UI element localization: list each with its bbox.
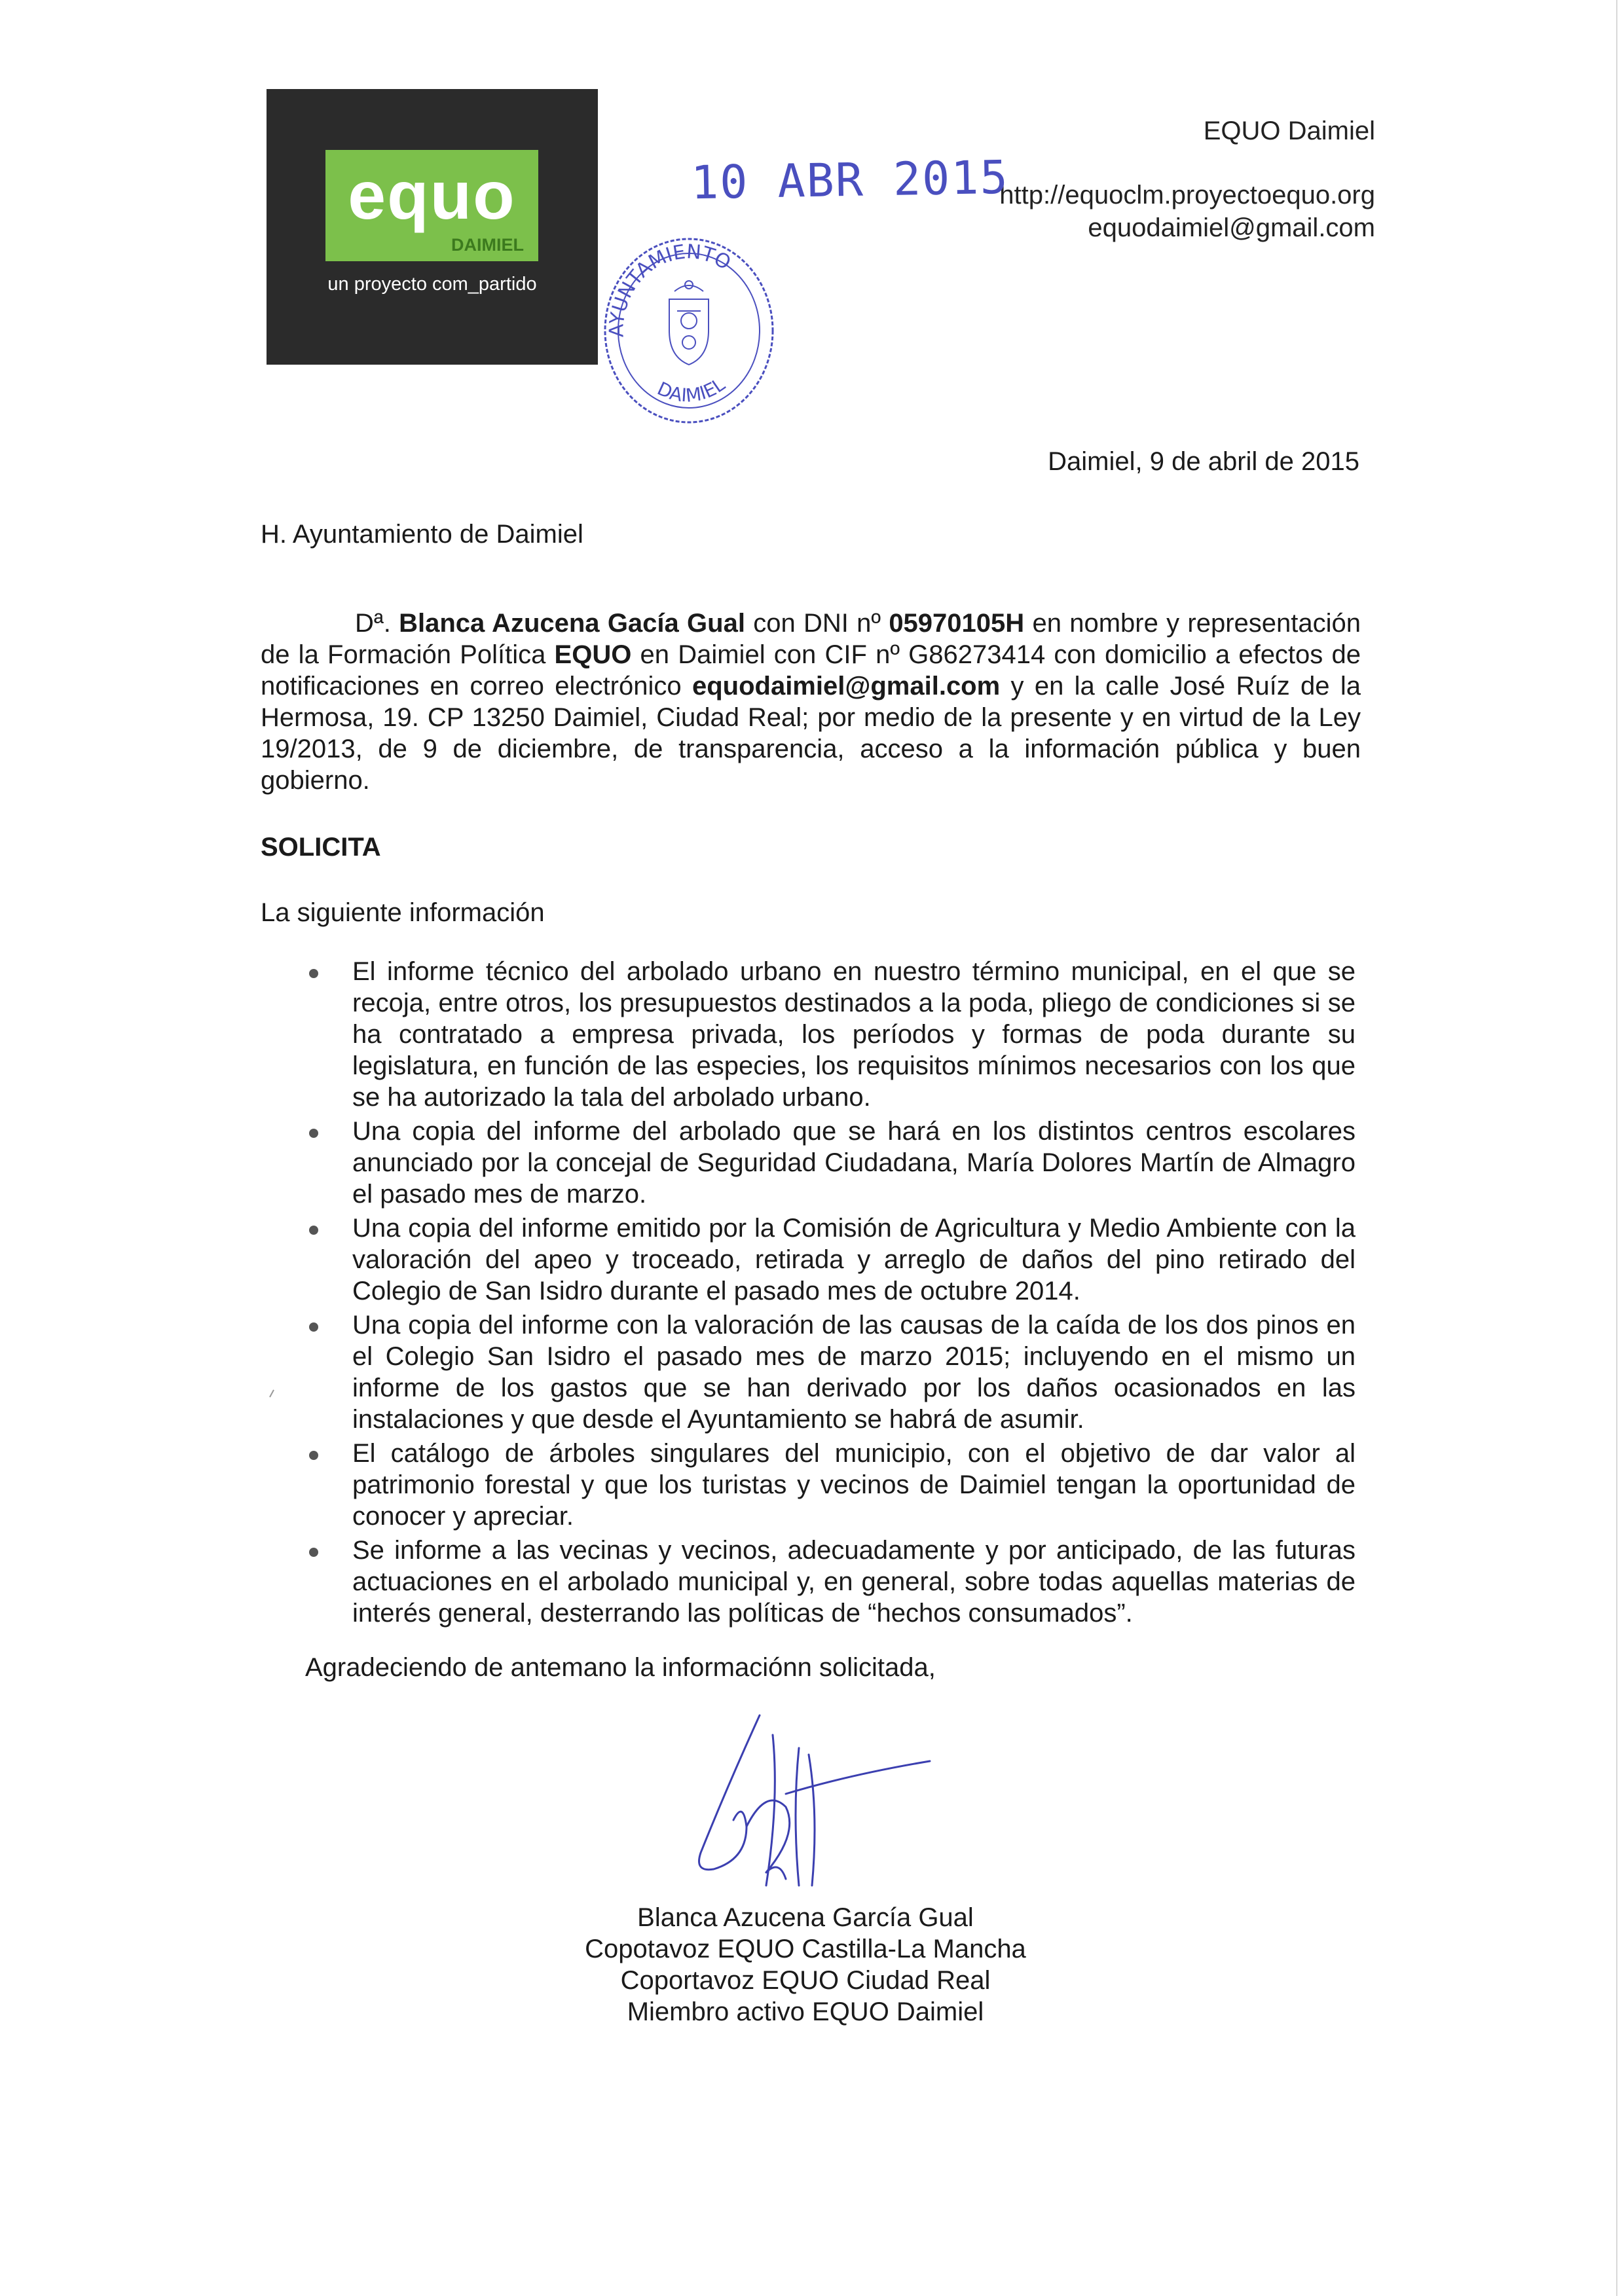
- intro-dni: 05970105H: [889, 609, 1025, 638]
- list-item-text: El catálogo de árboles singulares del municipio, con el objetivo de dar valor al patrimonio forestal y que los turistas y vecinos de Daimiel tengan la oportunidad de conocer y apreciar.: [352, 1439, 1356, 1531]
- lead-text: La siguiente información: [261, 898, 545, 927]
- list-item: [352, 1116, 1356, 1210]
- logo-word: equo: [348, 158, 516, 234]
- handwritten-signature: [688, 1709, 950, 1892]
- intro-party: EQUO: [554, 640, 632, 669]
- signer-block: [544, 1902, 1067, 2028]
- header-email: equodaimiel@gmail.com: [1088, 213, 1375, 242]
- recipient: H. Ayuntamiento de Daimiel: [261, 520, 583, 549]
- bullet-icon: [309, 1451, 318, 1460]
- list-item: [352, 1309, 1356, 1435]
- coat-of-arms-icon: [669, 281, 709, 365]
- solicita-heading: SOLICITA: [261, 833, 381, 862]
- seal-bottom-text: DAIMIEL: [654, 373, 729, 407]
- list-item: [352, 1212, 1356, 1307]
- list-item-text: Una copia del informe con la valoración de las causas de la caída de los dos pinos en el Colegio San Isidro el pasado mes de marzo 2015; incluyendo en el mismo un informe de los gastos que se han derivado por los daños ocasionados en las instalaciones y que desde el Ayuntamiento se habrá de asumir.: [352, 1311, 1356, 1434]
- request-list: [352, 956, 1356, 1631]
- ayuntamiento-seal: [597, 226, 781, 429]
- intro-name: Blanca Azucena Gacía Gual: [399, 609, 745, 638]
- list-item-text: El informe técnico del arbolado urbano en nuestro término municipal, en el que se recoja, entre otros, los presupuestos destinados a la poda, pliego de condiciones si se ha contratado a empresa privada, los períodos y formas de poda durante su legislatura, en función de las especies, los requisitos mínimos necesarios con los que se ha autorizado la tala del arbolado urbano.: [352, 957, 1356, 1112]
- closing-line: Agradeciendo de antemano la informaciónn solicitada,: [305, 1653, 936, 1682]
- scan-speck: [268, 1389, 275, 1398]
- equo-logo: [267, 89, 598, 365]
- intro-paragraph: [261, 608, 1361, 796]
- list-item-text: Una copia del informe emitido por la Comisión de Agricultura y Medio Ambiente con la valoración del apeo y troceado, retirada y arreglo de daños del pino retirado del Colegio de San Isidro durante el pasado mes de octubre 2014.: [352, 1214, 1356, 1305]
- list-item: [352, 1535, 1356, 1629]
- seal-top-text: AYUNTAMIENTO: [605, 240, 735, 338]
- header-website: http://equoclm.proyectoequo.org: [999, 181, 1375, 210]
- city-date: Daimiel, 9 de abril de 2015: [1048, 447, 1359, 476]
- bullet-icon: [309, 1322, 318, 1332]
- signer-role-1: Copotavoz EQUO Castilla-La Mancha: [585, 1935, 1026, 1963]
- header-org: EQUO Daimiel: [1203, 117, 1375, 145]
- bullet-icon: [309, 1129, 318, 1138]
- page-edge: [1616, 0, 1617, 2296]
- intro-text-2: en Daimiel con CIF nº G86273414 con domicilio a efectos de notificaciones en correo electrónico: [261, 640, 1361, 701]
- list-item: [352, 1438, 1356, 1532]
- bullet-icon: [309, 1226, 318, 1235]
- received-date-stamp: 10 ABR 2015: [690, 150, 1010, 210]
- intro-salutation: Dª.: [355, 609, 391, 638]
- signer-name: Blanca Azucena García Gual: [637, 1903, 974, 1932]
- list-item-text: Una copia del informe del arbolado que se hará en los distintos centros escolares anunciado por la concejal de Seguridad Ciudadana, María Dolores Martín de Almagro el pasado mes de marzo.: [352, 1117, 1356, 1209]
- list-item: [352, 956, 1356, 1113]
- logo-subtitle: DAIMIEL: [451, 235, 524, 255]
- bullet-icon: [309, 1548, 318, 1557]
- intro-dni-label: con DNI nº: [753, 609, 881, 638]
- signer-role-3: Miembro activo EQUO Daimiel: [627, 1997, 984, 2026]
- intro-email: equodaimiel@gmail.com: [692, 672, 1001, 701]
- logo-green-panel: [325, 150, 538, 261]
- signer-role-2: Coportavoz EQUO Ciudad Real: [620, 1966, 991, 1995]
- intro-text-3: y en la calle José Ruíz de la Hermosa, 19. CP 13250 Daimiel, Ciudad Real; por medio de la presente y en virtud de la Ley 19/2013, de 9 de diciembre, de transparencia, acceso a la información pública y buen gobierno.: [261, 672, 1361, 795]
- intro-text-1: en nombre y representación de la Formación Política: [261, 609, 1361, 669]
- logo-tagline: un proyecto com_partido: [327, 274, 537, 295]
- bullet-icon: [309, 969, 318, 978]
- list-item-text: Se informe a las vecinas y vecinos, adecuadamente y por anticipado, de las futuras actuaciones en el arbolado municipal y, en general, sobre todas aquellas materias de interés general, desterrando las políticas de “hechos consumados”.: [352, 1536, 1356, 1628]
